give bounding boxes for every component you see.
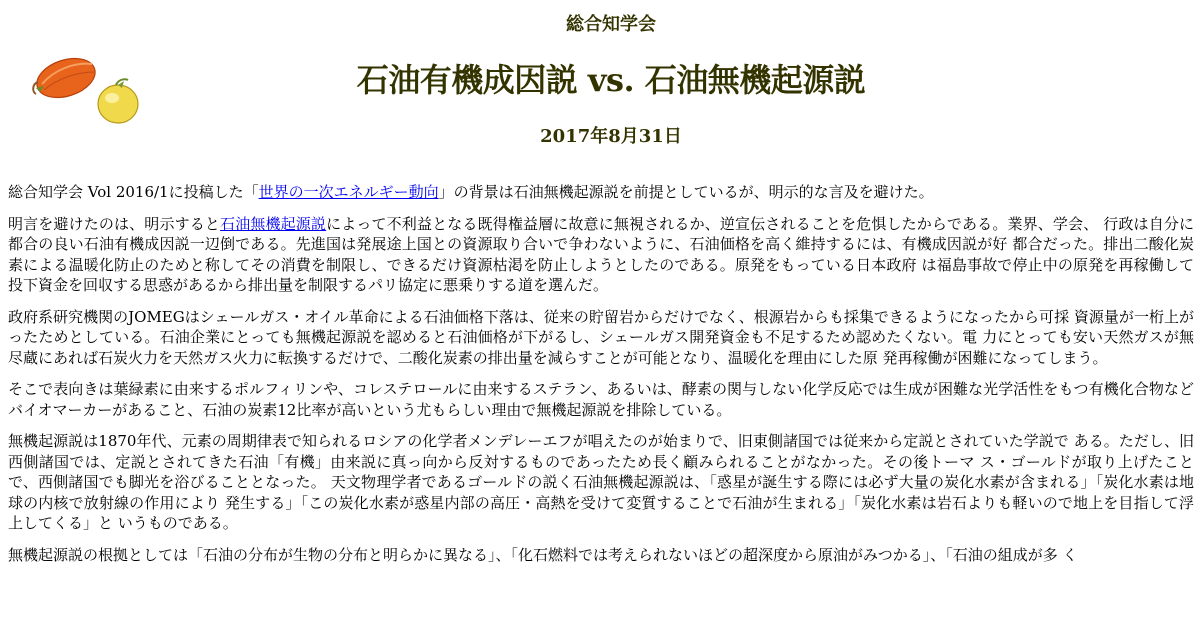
yellow-fruit	[98, 79, 138, 123]
paragraph-3: 政府系研究機関のJOMEGはシェールガス・オイル革命による石油価格下落は、従来の貯留岩からだけでなく、根源岩からも採集できるようになったから可採 資源量が一桁上がったためとしている。石油企業にとっても無機起源説を認めると石油価格が下がるし、シェールガス開発資金も不足するため認めたくない。電 力にとっても安い天然ガスが無尽蔵にあれば石炭火力を天然ガス火力に転換するだけで、二酸化炭素の排出量を減らすことが可能となり、温暖化を理由にした原 発再稼働が困難になってしまう。	[8, 307, 1194, 367]
paragraph-1	[8, 182, 1194, 203]
persimmon-fruits-illustration-icon	[30, 48, 148, 126]
page-header	[0, 0, 1200, 170]
society-name: 総合知学会	[566, 14, 656, 35]
paragraph-text: 」の背景は石油無機起源説を前提としているが、明示的な言及を避けた。	[438, 183, 934, 201]
article-body	[8, 182, 1194, 576]
paragraph-4: そこで表向きは葉緑素に由来するポルフィリンや、コレステロールに由来するステラン、あるいは、酵素の関与しない化学反応では生成が困難な光学活性をもつ有機化合物などバイオマーカーがあること、石油の炭素12比率が高いという尤もらしい理由で無機起源説を排除している。	[8, 380, 1194, 419]
paragraph-text: 明言を避けたのは、明示すると	[8, 214, 221, 233]
link-inorganic-origin-theory[interactable]: 石油無機起源説	[220, 214, 327, 233]
paragraph-6: 無機起源説の根拠としては「石油の分布が生物の分布と明らかに異なる」、「化石燃料では考えられないほどの超深度から原油がみつかる」、「石油の組成が多 く	[8, 545, 1078, 564]
paragraph-2	[8, 214, 1194, 296]
orange-persimmon	[32, 52, 100, 105]
paragraph-5: 無機起源説は1870年代、元素の周期律表で知られるロシアの化学者メンデレーエフが唱えたのが始まりで、旧東側諸国では従来から定説とされていた学説で ある。ただし、旧西側諸国では、定説とされてきた石油「有機」由来説に真っ向から反対するものであったため長く顧みられることがなかった。その後トーマ ス・ゴールドが取り上げたことで、西側諸国でも脚光を浴びることとなった。 天文物理学者であるゴールドの説く石油無機起源説は、「惑星が誕生する際には必ず大量の炭化水素が含まれる」「炭化水素は地球の内核で放射線の作用により 発生する」「この炭化水素が惑星内部の高圧・高熱を受けて変質することで石油が生まれる」「炭化水素は岩石よりも軽いので地上を目指して浮上してくる」と いうものである。	[8, 432, 1194, 532]
paragraph-text: によって不利益となる既得権益層に故意に無視されるか、逆宣伝されることを危惧したからである。業界、学会、 行政は自分に都合の良い石油有機成因説一辺倒である。先進国は発展途上国との資源取り合いで争わないように、石油価格を高く維持するには、有機成因説が好 都合だった。排出二酸化炭素による温暖化防止のためと称してその消費を制限し、できるだけ資源枯渇を防止しようとしたのである。原発をもっている日本政府 は福島事故で停止中の原発を再稼働して投下資金を回収する思惑があるから排出量を制限するパリ協定に悪乗りする道を選んだ。	[8, 214, 1194, 294]
publish-date: 2017年8月31日	[540, 126, 682, 147]
page-title: 石油有機成因説 vs. 石油無機起源説	[356, 61, 866, 99]
link-world-primary-energy-trends[interactable]: 世界の一次エネルギー動向	[258, 183, 439, 201]
paragraph-text: 総合知学会 Vol 2016/1に投稿した「	[8, 183, 259, 201]
